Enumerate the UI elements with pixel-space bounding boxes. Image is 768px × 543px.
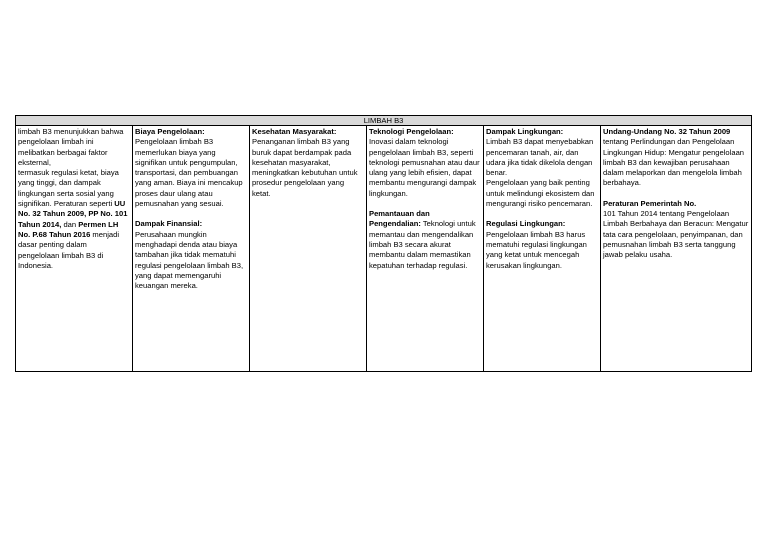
heading-regulasi-lingkungan: Regulasi Lingkungan: (486, 219, 566, 229)
heading-pp-101-2014: Peraturan Pemerintah No. (603, 198, 697, 208)
text-pemantauan: Teknologi untuk memantau dan mengendalikan limbah B3 secara akurat membantu dalam memastikan kepatuhan terhadap regulasi. (369, 219, 476, 270)
table-cell-kesehatan (250, 126, 367, 372)
text-dampak-finansial: Perusahaan mungkin menghadapi denda atau biaya tambahan jika tidak mematuhi regulasi pengelolaan limbah B3, yang dapat memengaruhi keuangan mereka. (135, 229, 244, 291)
overview-text: dan (61, 219, 79, 229)
text-pp-101-2014: 101 Tahun 2014 tentang Pengelolaan Limbah Berbahaya dan Beracun: Mengatur tata cara pengelolaan, penyimpanan, dan pemusnahan limbah B3 serta tanggung jawab pelaku usaha. (603, 209, 749, 260)
table-cell-teknologi (367, 126, 484, 372)
overview-paragraph-1: limbah B3 menunjukkan bahwa pengelolaan limbah ini melibatkan berbagai faktor eksternal, (18, 127, 124, 167)
heading-pemantauan: Pemantauan dan Pengendalian: (369, 209, 430, 229)
heading-teknologi-pengelolaan: Teknologi Pengelolaan: (369, 127, 454, 136)
regulation-reference: Permen LH No. P.68 Tahun 2016 (18, 219, 119, 239)
limbah-b3-table (15, 115, 752, 372)
table-cell-lingkungan (484, 126, 601, 372)
text-regulasi-lingkungan: Pengelolaan limbah B3 harus mematuhi regulasi lingkungan yang ketat untuk mencegah kerusakan lingkungan. (486, 229, 587, 270)
heading-dampak-lingkungan: Dampak Lingkungan: (486, 127, 564, 136)
document-page (15, 115, 751, 372)
text-biaya-pengelolaan: Pengelolaan limbah B3 memerlukan biaya yang signifikan untuk pengumpulan, transportasi, dan pembuangan yang aman. Biaya ini mencakup proses daur ulang atau pemusnahan yang sesuai. (135, 137, 243, 209)
overview-paragraph-2 (18, 168, 130, 271)
table-row (16, 126, 752, 372)
heading-biaya-pengelolaan: Biaya Pengelolaan: (135, 127, 205, 136)
table-cell-overview (16, 126, 133, 372)
regulation-reference: UU No. 32 Tahun 2009, PP No. 101 Tahun 2014, (18, 199, 128, 229)
table-cell-regulasi (601, 126, 752, 372)
paragraph-pemantauan (369, 209, 481, 271)
heading-uu-32-2009: Undang-Undang No. 32 Tahun 2009 (603, 127, 731, 136)
overview-text: termasuk regulasi ketat, biaya yang tinggi, dan dampak lingkungan serta sosial yang signifikan. Peraturan seperti (18, 168, 119, 209)
table-title: LIMBAH B3 (16, 116, 752, 126)
text-kesehatan-masyarakat: Penanganan limbah B3 yang buruk dapat berdampak pada kesehatan masyarakat, meningkatkan kebutuhan untuk prosedur pengelolaan yang ketat. (252, 137, 358, 198)
heading-kesehatan-masyarakat: Kesehatan Masyarakat: (252, 127, 337, 136)
heading-dampak-finansial: Dampak Finansial: (135, 219, 203, 229)
text-teknologi-pengelolaan: Inovasi dalam teknologi pengelolaan limbah B3, seperti teknologi pemusnahan atau daur ulang yang lebih efisien, dapat membantu mengurangi dampak lingkungan. (369, 137, 480, 198)
text-dampak-lingkungan: Limbah B3 dapat menyebabkan pencemaran tanah, air, dan udara jika tidak dikelola dengan benar. (486, 137, 594, 178)
text-pengelolaan-baik: Pengelolaan yang baik penting untuk melindungi ekosistem dan mengurangi risiko pencemaran. (486, 178, 595, 209)
table-cell-biaya (133, 126, 250, 372)
overview-text: menjadi dasar penting dalam pengelolaan limbah B3 di Indonesia. (18, 229, 120, 270)
text-uu-32-2009: tentang Perlindungan dan Pengelolaan Lingkungan Hidup: Mengatur pengelolaan limbah B3 dan kewajiban perusahaan dalam melaporkan dan mengelola limbah berbahaya. (603, 137, 745, 188)
